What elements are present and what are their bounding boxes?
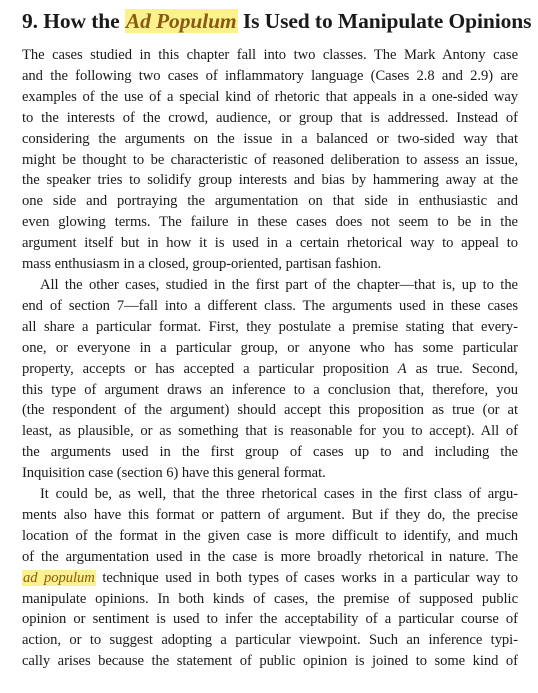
text-line: end of section 7—fall into a different class. The arguments used in these cases xyxy=(22,297,518,314)
section-number: 9. xyxy=(22,9,38,33)
text-line: ments also have this format or pattern of argument. But if they do, the precise xyxy=(22,506,518,523)
text-line xyxy=(22,359,518,380)
text-line: least, as plausible, or as something that is reasonable for you to accept). All of xyxy=(22,423,518,440)
text-line: mass enthusiasm in a closed, group-oriented, partisan fashion. xyxy=(22,256,382,273)
paragraph-1 xyxy=(22,45,518,275)
text-line: The cases studied in this chapter fall into two classes. The Mark Antony case xyxy=(22,47,518,63)
text-line: location of the format in the given case is more difficult to identify, and much xyxy=(22,527,518,544)
text-line: the arguments used in the first group of cases up to and including the xyxy=(22,444,518,461)
text-line: even glowing terms. The failure in these cases does not seem to be in the xyxy=(22,214,518,231)
text-line: Inquisition case (section 6) have this general format. xyxy=(22,465,326,482)
text-line: one, or everyone in a particular group, or anyone who has some particular xyxy=(22,339,518,356)
text-line: action, or to suggest adopting a particular viewpoint. Such an inference typi- xyxy=(22,632,518,649)
text-line xyxy=(22,568,518,589)
text-line: of the argumentation used in the case is more broadly rhetorical in nature. The xyxy=(22,548,518,565)
text-line: all share a particular format. First, they postulate a premise stating that every- xyxy=(22,318,518,335)
text-line: (the respondent of the argument) should accept this proposition as true (or at xyxy=(22,402,518,419)
text-line: examples of the use of a special kind of rhetoric that appeals in a one-sided way xyxy=(22,88,518,105)
text-line: one side and portraying the argumentation on that side in enthusiastic and xyxy=(22,193,518,210)
paragraph-2 xyxy=(22,275,518,484)
text-line: the speaker tries to solidify group interests and bias by hammering away at the xyxy=(22,172,518,189)
text-segment: property, accepts or has accepted a particular proposition xyxy=(22,360,389,377)
text-line: considering the arguments on the issue in a balanced or two-sided way that xyxy=(22,130,518,147)
text-line: argument itself but in how it is used in a certain rhetorical way to appeal to xyxy=(22,235,518,252)
text-line: might be thought to be characteristic of reasoned deliberation to assess an issue, xyxy=(22,151,518,168)
text-line: to the interests of the crowd, audience, or group that is addressed. Instead of xyxy=(22,109,518,126)
heading-pre: How the xyxy=(43,9,120,33)
text-segment: technique used in both types of cases works in a particular way to xyxy=(102,569,518,586)
page xyxy=(22,6,532,672)
text-line: and the following two cases of inflammatory language (Cases 2.8 and 2.9) are xyxy=(22,67,518,84)
text-line: cally arises because the statement of public opinion is joined to some kind of xyxy=(22,653,518,670)
text-line: All the other cases, studied in the first part of the chapter—that is, up to the xyxy=(40,276,518,293)
text-line: this type of argument draws an inference to a conclusion that, therefore, you xyxy=(22,381,518,398)
heading-highlight: Ad Populum xyxy=(125,9,237,33)
text-segment: as true. Second, xyxy=(415,360,518,377)
text-line: It could be, as well, that the three rhetorical cases in the first class of argu- xyxy=(40,486,518,503)
paragraph-3 xyxy=(22,484,518,672)
heading-post: Is Used to Manipulate Opinions xyxy=(242,9,532,33)
ad-populum-highlight: ad populum xyxy=(23,569,95,586)
text-line: opinion or sentiment is used to infer the acceptability of a particular course of xyxy=(22,611,518,628)
text-line: manipulate opinions. In both kinds of cases, the premise of supposed public xyxy=(22,590,518,607)
variable-a: A xyxy=(397,360,407,377)
section-heading xyxy=(22,6,532,36)
